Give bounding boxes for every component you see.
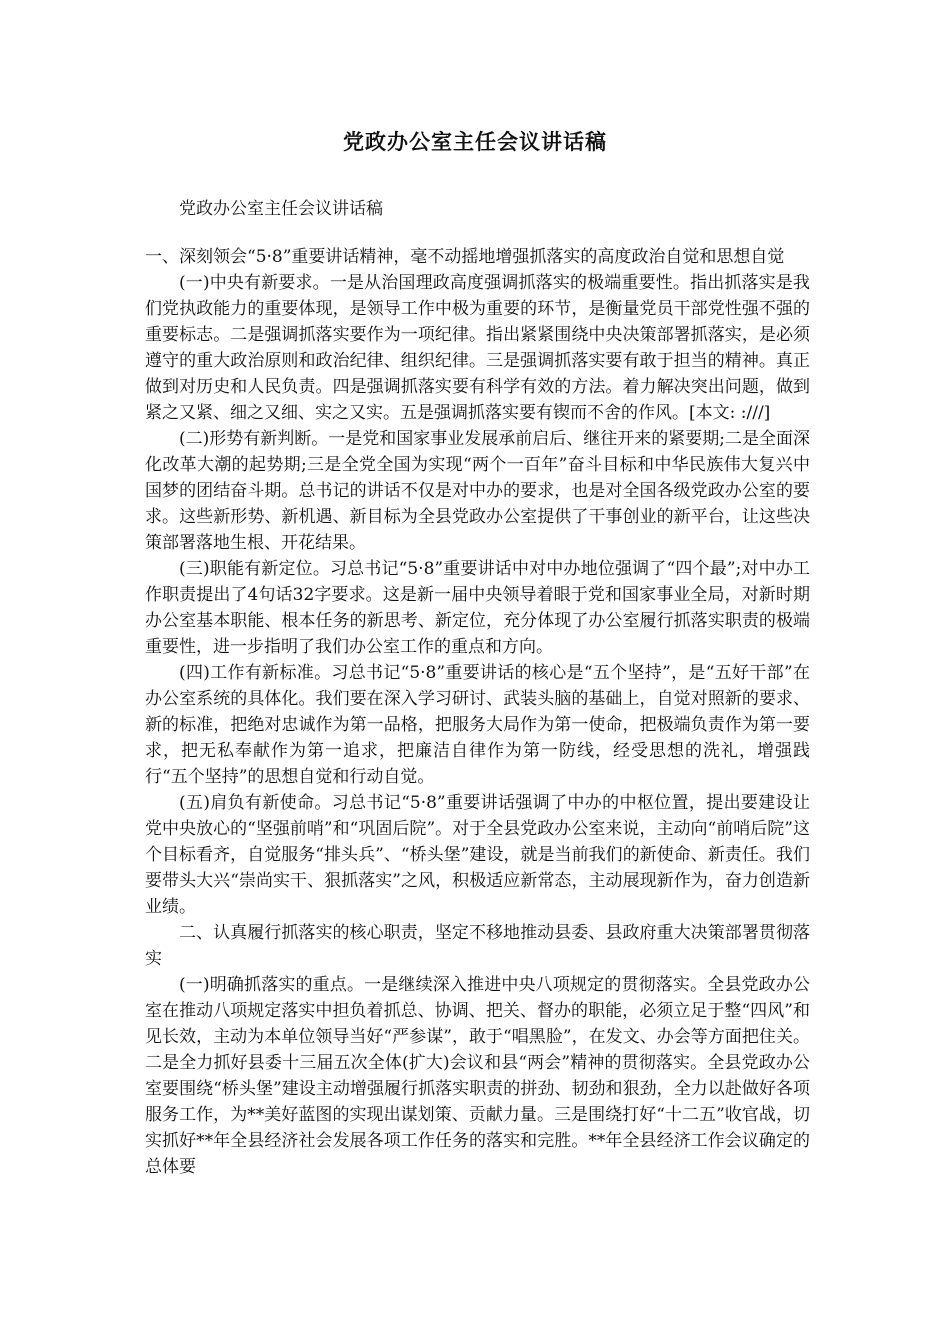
paragraph-1: (一)中央有新要求。一是从治国理政高度强调抓落实的极端重要性。指出抓落实是我们党执政能力的重要体现，是领导工作中极为重要的环节，是衡量党员干部党性强不强的重要标志。二是强调抓落实要作为一项纪律。指出紧紧围绕中央决策部署抓落实，是必须遵守的重大政治原则和政治纪律、组织纪律。三是强调抓落实要有敢于担当的精神。真正做到对历史和人民负责。四是强调抓落实要有科学有效的方法。着力解决突出问题，做到紧之又紧、细之又细、实之又实。五是强调抓落实要有锲而不舍的作风。[本文: :///] <box>145 273 810 423</box>
paragraph-3: (三)职能有新定位。习总书记“5·8”重要讲话中对中办地位强调了“四个最”;对中办工作职责提出了4句话32字要求。这是新一届中央领导着眼于党和国家事业全局，对新时期办公室基本职能、根本任务的新思考、新定位，充分体现了办公室履行抓落实职责的极端重要性，进一步指明了我们办公室工作的重点和方向。 <box>145 559 810 657</box>
paragraph-2: (二)形势有新判断。一是党和国家事业发展承前启后、继往开来的紧要期;二是全面深化改革大潮的起势期;三是全党全国为实现“两个一百年”奋斗目标和中华民族伟大复兴中国梦的团结奋斗期。总书记的讲话不仅是对中办的要求，也是对全国各级党政办公室的要求。这些新形势、新机遇、新目标为全县党政办公室提供了干事创业的新平台，让这些决策部署落地生根、开花结果。 <box>145 429 810 553</box>
document-subtitle: 党政办公室主任会议讲话稿 <box>179 199 383 219</box>
paragraph-5: (五)肩负有新使命。习总书记“5·8”重要讲话强调了中办的中枢位置，提出要建设让党中央放心的“坚强前哨”和“巩固后院”。对于全县党政办公室来说，主动向“前哨后院”这个目标看齐，自觉服务“排头兵”、“桥头堡”建设，就是当前我们的新使命、新责任。我们要带头大兴“崇尚实干、狠抓落实”之风，积极适应新常态，主动展现新作为，奋力创造新业绩。 <box>145 793 810 917</box>
section-heading-1: 一、深刻领会“5·8”重要讲话精神，毫不动摇地增强抓落实的高度政治自觉和思想自觉 <box>145 247 785 267</box>
paragraph-6: (一)明确抓落实的重点。一是继续深入推进中央八项规定的贯彻落实。全县党政办公室在推动八项规定落实中担负着抓总、协调、把关、督办的职能，必须立足于整“四风”和见长效，主动为本单位领导当好“严参谋”，敢于“唱黑脸”，在发文、办会等方面把住关。二是全力抓好县委十三届五次全体(扩大)会议和县“两会”精神的贯彻落实。全县党政办公室要围绕“桥头堡”建设主动增强履行抓落实职责的拼劲、韧劲和狠劲，全力以赴做好各项服务工作，为**美好蓝图的实现出谋划策、贡献力量。三是围绕打好“十二五”收官战，切实抓好**年全县经济社会发展各项工作任务的落实和完胜。**年全县经济工作会议确定的总体要 <box>145 975 810 1177</box>
paragraph-4: (四)工作有新标准。习总书记“5·8”重要讲话的核心是“五个坚持”，是“五好干部”在办公室系统的具体化。我们要在深入学习研讨、武装头脑的基础上，自觉对照新的要求、新的标准，把绝对忠诚作为第一品格，把服务大局作为第一使命，把极端负责作为第一要求，把无私奉献作为第一追求，把廉洁自律作为第一防线，经受思想的洗礼，增强践行“五个坚持”的思想自觉和行动自觉。 <box>145 663 810 787</box>
document-body <box>145 196 810 1180</box>
section-heading-2: 二、认真履行抓落实的核心职责，坚定不移地推动县委、县政府重大决策部署贯彻落实 <box>145 923 810 969</box>
document-title: 党政办公室主任会议讲话稿 <box>343 129 607 154</box>
